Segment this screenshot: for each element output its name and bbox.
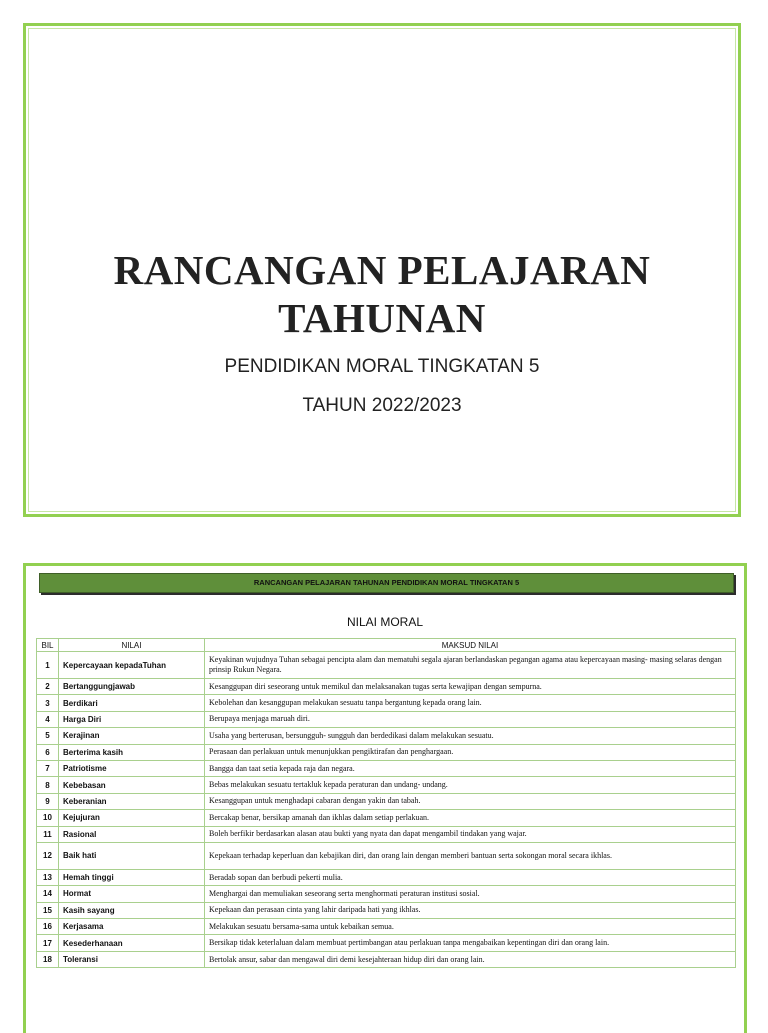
row-maksud: Keyakinan wujudnya Tuhan sebagai pencipta alam dan mematuhi segala ajaran berlandaskan pegangan agama atau kepercayaan masing- masing selaras dengan prinsip Rukun Negara. — [205, 652, 736, 679]
table-row — [37, 695, 736, 711]
section-title: NILAI MORAL — [346, 615, 424, 629]
row-maksud: Beradab sopan dan berbudi pekerti mulia. — [205, 869, 736, 885]
row-bil: 2 — [37, 679, 59, 695]
table-header-row — [37, 639, 736, 652]
row-nilai: Kebebasan — [59, 777, 205, 793]
row-maksud: Menghargai dan memuliakan seseorang serta menghormati peraturan institusi sosial. — [205, 886, 736, 902]
row-nilai: Hormat — [59, 886, 205, 902]
row-bil: 13 — [37, 869, 59, 885]
header-maksud: MAKSUD NILAI — [205, 639, 736, 652]
table-row — [37, 744, 736, 760]
row-maksud: Berupaya menjaga maruah diri. — [205, 711, 736, 727]
table-row — [37, 935, 736, 951]
row-bil: 4 — [37, 711, 59, 727]
cover-page — [23, 23, 741, 517]
row-nilai: Kerajinan — [59, 728, 205, 744]
row-nilai: Toleransi — [59, 951, 205, 967]
row-bil: 3 — [37, 695, 59, 711]
header-bil: BIL — [37, 639, 59, 652]
row-bil: 11 — [37, 826, 59, 842]
row-nilai: Kepercayaan kepadaTuhan — [59, 652, 205, 679]
row-bil: 12 — [37, 842, 59, 869]
row-maksud: Kepekaan terhadap keperluan dan kebajikan diri, dan orang lain dengan memberi bantuan serta sokongan moral secara ikhlas. — [205, 842, 736, 869]
row-maksud: Bersikap tidak keterlaluan dalam membuat pertimbangan atau perlakuan tanpa mengabaikan kepentingan diri dan orang lain. — [205, 935, 736, 951]
table-row — [37, 793, 736, 809]
header-nilai: NILAI — [59, 639, 205, 652]
row-nilai: Rasional — [59, 826, 205, 842]
row-nilai: Berdikari — [59, 695, 205, 711]
cover-title-line2: TAHUNAN — [278, 295, 486, 341]
row-nilai: Harga Diri — [59, 711, 205, 727]
row-bil: 10 — [37, 810, 59, 826]
row-maksud: Bangga dan taat setia kepada raja dan negara. — [205, 760, 736, 776]
table-row — [37, 679, 736, 695]
row-bil: 15 — [37, 902, 59, 918]
row-nilai: Patriotisme — [59, 760, 205, 776]
row-bil: 6 — [37, 744, 59, 760]
page-banner: RANCANGAN PELAJARAN TAHUNAN PENDIDIKAN MORAL TINGKATAN 5 — [39, 573, 734, 593]
row-maksud: Bertolak ansur, sabar dan mengawal diri demi kesejahteraan hidup diri dan orang lain. — [205, 951, 736, 967]
row-bil: 16 — [37, 919, 59, 935]
table-row — [37, 826, 736, 842]
row-maksud: Boleh berfikir berdasarkan alasan atau bukti yang nyata dan dapat mengambil tindakan yang wajar. — [205, 826, 736, 842]
table-row — [37, 810, 736, 826]
row-bil: 18 — [37, 951, 59, 967]
cover-title-line1: RANCANGAN PELAJARAN — [113, 247, 651, 293]
moral-values-table — [36, 638, 736, 968]
cover-subtitle: PENDIDIKAN MORAL TINGKATAN 5 — [224, 356, 540, 377]
row-nilai: Kerjasama — [59, 919, 205, 935]
row-bil: 14 — [37, 886, 59, 902]
row-maksud: Melakukan sesuatu bersama-sama untuk kebaikan semua. — [205, 919, 736, 935]
row-nilai: Keberanian — [59, 793, 205, 809]
table-body — [37, 652, 736, 968]
row-bil: 7 — [37, 760, 59, 776]
row-maksud: Usaha yang berterusan, bersungguh- sungguh dan berdedikasi dalam melakukan sesuatu. — [205, 728, 736, 744]
row-nilai: Baik hati — [59, 842, 205, 869]
row-maksud: Kebolehan dan kesanggupan melakukan sesuatu tanpa bergantung kepada orang lain. — [205, 695, 736, 711]
cover-year: TAHUN 2022/2023 — [302, 395, 462, 416]
row-maksud: Bebas melakukan sesuatu tertakluk kepada peraturan dan undang- undang. — [205, 777, 736, 793]
table-row — [37, 869, 736, 885]
row-nilai: Kejujuran — [59, 810, 205, 826]
table-row — [37, 951, 736, 967]
row-bil: 17 — [37, 935, 59, 951]
row-nilai: Hemah tinggi — [59, 869, 205, 885]
row-bil: 8 — [37, 777, 59, 793]
table-row — [37, 886, 736, 902]
table-row — [37, 711, 736, 727]
row-nilai: Berterima kasih — [59, 744, 205, 760]
row-bil: 9 — [37, 793, 59, 809]
table-row — [37, 902, 736, 918]
table-row — [37, 842, 736, 869]
row-nilai: Kesederhanaan — [59, 935, 205, 951]
cover-title — [26, 246, 738, 342]
row-nilai: Kasih sayang — [59, 902, 205, 918]
row-maksud: Perasaan dan perlakuan untuk menunjukkan pengiktirafan dan penghargaan. — [205, 744, 736, 760]
row-nilai: Bertanggungjawab — [59, 679, 205, 695]
values-page — [23, 563, 747, 1033]
row-bil: 5 — [37, 728, 59, 744]
row-maksud: Bercakap benar, bersikap amanah dan ikhlas dalam setiap perlakuan. — [205, 810, 736, 826]
row-maksud: Kesanggupan untuk menghadapi cabaran dengan yakin dan tabah. — [205, 793, 736, 809]
table-row — [37, 652, 736, 679]
row-bil: 1 — [37, 652, 59, 679]
table-row — [37, 919, 736, 935]
row-maksud: Kepekaan dan perasaan cinta yang lahir daripada hati yang ikhlas. — [205, 902, 736, 918]
table-row — [37, 760, 736, 776]
table-row — [37, 728, 736, 744]
table-row — [37, 777, 736, 793]
row-maksud: Kesanggupan diri seseorang untuk memikul dan melaksanakan tugas serta kewajipan dengan sempurna. — [205, 679, 736, 695]
